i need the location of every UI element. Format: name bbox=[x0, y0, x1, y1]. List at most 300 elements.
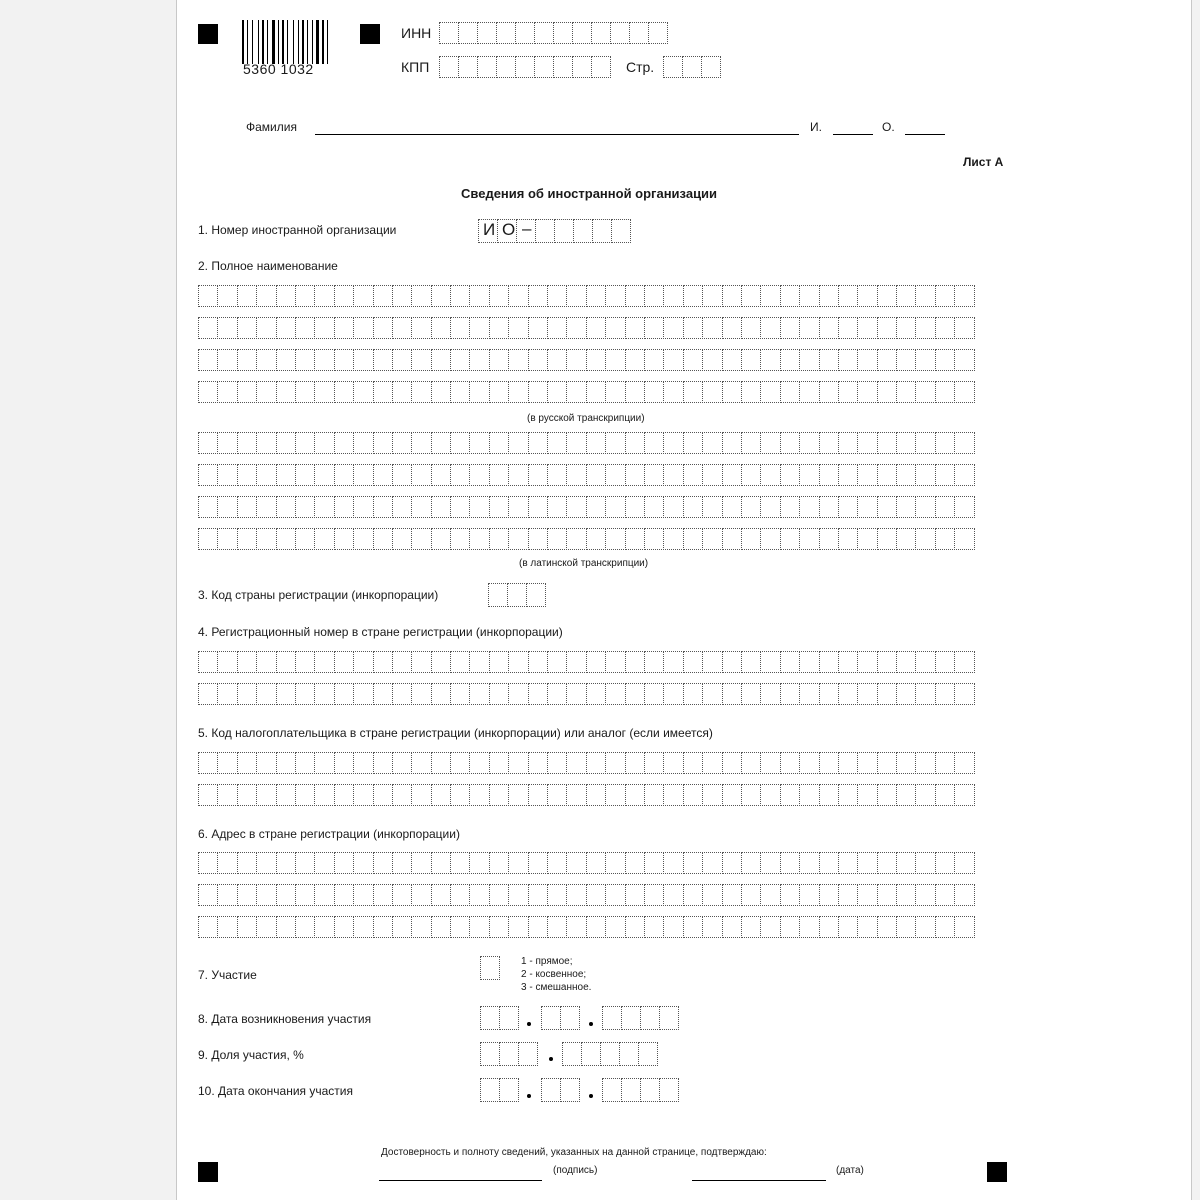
input-cell[interactable] bbox=[373, 683, 393, 705]
input-cell[interactable] bbox=[518, 1042, 538, 1066]
input-cell[interactable] bbox=[857, 651, 877, 673]
country-code-field[interactable] bbox=[488, 583, 545, 607]
input-cell[interactable] bbox=[722, 884, 742, 906]
input-cell[interactable] bbox=[477, 56, 497, 78]
input-cell[interactable] bbox=[625, 381, 645, 403]
input-cell[interactable] bbox=[896, 496, 916, 518]
input-cell[interactable] bbox=[508, 381, 528, 403]
input-cell[interactable] bbox=[896, 784, 916, 806]
input-cell[interactable] bbox=[644, 496, 664, 518]
input-cell[interactable] bbox=[954, 381, 974, 403]
text-row[interactable] bbox=[198, 464, 974, 486]
input-cell[interactable] bbox=[217, 464, 237, 486]
input-cell[interactable] bbox=[741, 784, 761, 806]
input-cell[interactable] bbox=[237, 752, 257, 774]
input-cell[interactable] bbox=[621, 1078, 641, 1102]
input-cell[interactable] bbox=[741, 852, 761, 874]
input-cell[interactable] bbox=[702, 884, 722, 906]
input-cell[interactable] bbox=[528, 381, 548, 403]
input-cell[interactable] bbox=[683, 528, 703, 550]
input-cell[interactable] bbox=[392, 349, 412, 371]
input-cell[interactable] bbox=[314, 381, 334, 403]
participation-type-field[interactable] bbox=[480, 956, 499, 980]
input-cell[interactable] bbox=[489, 528, 509, 550]
input-cell[interactable] bbox=[857, 528, 877, 550]
input-cell[interactable] bbox=[819, 496, 839, 518]
input-cell[interactable] bbox=[508, 349, 528, 371]
start-date-year[interactable] bbox=[602, 1006, 678, 1030]
input-cell[interactable] bbox=[547, 285, 567, 307]
input-cell[interactable] bbox=[572, 22, 592, 44]
input-cell[interactable] bbox=[954, 528, 974, 550]
input-cell[interactable] bbox=[314, 852, 334, 874]
input-cell[interactable] bbox=[450, 528, 470, 550]
input-cell[interactable] bbox=[935, 884, 955, 906]
input-cell[interactable] bbox=[237, 349, 257, 371]
input-cell[interactable] bbox=[819, 784, 839, 806]
input-cell[interactable] bbox=[314, 884, 334, 906]
input-cell[interactable] bbox=[877, 496, 897, 518]
input-cell[interactable] bbox=[896, 884, 916, 906]
input-cell[interactable] bbox=[373, 285, 393, 307]
input-cell[interactable] bbox=[702, 496, 722, 518]
input-cell[interactable] bbox=[411, 683, 431, 705]
input-cell[interactable] bbox=[276, 496, 296, 518]
input-cell[interactable] bbox=[760, 884, 780, 906]
input-cell[interactable] bbox=[857, 784, 877, 806]
input-cell[interactable] bbox=[373, 317, 393, 339]
text-row[interactable] bbox=[198, 884, 974, 906]
input-cell[interactable] bbox=[392, 683, 412, 705]
input-cell[interactable] bbox=[857, 752, 877, 774]
input-cell[interactable] bbox=[560, 1078, 580, 1102]
input-cell[interactable] bbox=[450, 349, 470, 371]
input-cell[interactable] bbox=[605, 784, 625, 806]
input-cell[interactable] bbox=[373, 349, 393, 371]
input-cell[interactable] bbox=[896, 349, 916, 371]
input-cell[interactable] bbox=[935, 496, 955, 518]
input-cell[interactable] bbox=[586, 884, 606, 906]
input-cell[interactable] bbox=[722, 317, 742, 339]
input-cell[interactable] bbox=[373, 651, 393, 673]
input-cell[interactable] bbox=[469, 349, 489, 371]
input-cell[interactable] bbox=[353, 852, 373, 874]
input-cell[interactable] bbox=[217, 884, 237, 906]
input-cell[interactable] bbox=[508, 651, 528, 673]
input-cell[interactable] bbox=[683, 784, 703, 806]
input-cell[interactable] bbox=[954, 683, 974, 705]
input-cell[interactable] bbox=[373, 464, 393, 486]
input-cell[interactable] bbox=[373, 496, 393, 518]
input-cell[interactable] bbox=[915, 683, 935, 705]
input-cell[interactable] bbox=[566, 528, 586, 550]
input-cell[interactable] bbox=[663, 884, 683, 906]
input-cell[interactable] bbox=[935, 651, 955, 673]
input-cell[interactable] bbox=[528, 916, 548, 938]
input-cell[interactable] bbox=[915, 651, 935, 673]
input-cell[interactable] bbox=[431, 916, 451, 938]
input-cell[interactable] bbox=[237, 884, 257, 906]
input-cell[interactable] bbox=[799, 381, 819, 403]
input-cell[interactable] bbox=[566, 349, 586, 371]
input-cell[interactable] bbox=[469, 852, 489, 874]
input-cell[interactable] bbox=[496, 22, 516, 44]
input-cell[interactable] bbox=[741, 683, 761, 705]
input-cell[interactable] bbox=[566, 464, 586, 486]
input-cell[interactable] bbox=[741, 496, 761, 518]
input-cell[interactable] bbox=[683, 464, 703, 486]
input-cell[interactable] bbox=[625, 916, 645, 938]
input-cell[interactable] bbox=[659, 1078, 679, 1102]
input-cell[interactable] bbox=[799, 752, 819, 774]
input-cell[interactable] bbox=[644, 916, 664, 938]
input-cell[interactable] bbox=[760, 464, 780, 486]
input-cell[interactable] bbox=[534, 22, 554, 44]
input-cell[interactable] bbox=[586, 285, 606, 307]
input-cell[interactable] bbox=[799, 464, 819, 486]
input-cell[interactable] bbox=[217, 852, 237, 874]
input-cell[interactable] bbox=[605, 464, 625, 486]
input-cell[interactable] bbox=[528, 683, 548, 705]
input-cell[interactable] bbox=[586, 916, 606, 938]
input-cell[interactable] bbox=[838, 285, 858, 307]
input-cell[interactable] bbox=[760, 317, 780, 339]
input-cell[interactable] bbox=[469, 752, 489, 774]
input-cell[interactable] bbox=[515, 22, 535, 44]
input-cell[interactable] bbox=[276, 528, 296, 550]
input-cell[interactable] bbox=[276, 464, 296, 486]
input-cell[interactable] bbox=[663, 317, 683, 339]
input-cell[interactable] bbox=[799, 784, 819, 806]
input-cell[interactable] bbox=[314, 349, 334, 371]
input-cell[interactable] bbox=[644, 884, 664, 906]
input-cell[interactable] bbox=[392, 852, 412, 874]
input-cell[interactable] bbox=[722, 432, 742, 454]
input-cell[interactable] bbox=[741, 432, 761, 454]
input-cell[interactable] bbox=[722, 528, 742, 550]
input-cell[interactable] bbox=[547, 916, 567, 938]
input-cell[interactable] bbox=[722, 651, 742, 673]
input-cell[interactable] bbox=[566, 317, 586, 339]
input-cell[interactable] bbox=[663, 432, 683, 454]
input-cell[interactable] bbox=[625, 285, 645, 307]
input-cell[interactable] bbox=[722, 381, 742, 403]
input-cell[interactable] bbox=[857, 349, 877, 371]
input-cell[interactable] bbox=[625, 852, 645, 874]
input-cell[interactable] bbox=[896, 752, 916, 774]
input-cell[interactable] bbox=[663, 349, 683, 371]
input-cell[interactable] bbox=[373, 784, 393, 806]
input-cell[interactable] bbox=[198, 651, 218, 673]
input-cell[interactable] bbox=[644, 784, 664, 806]
input-cell[interactable] bbox=[760, 752, 780, 774]
input-cell[interactable] bbox=[586, 317, 606, 339]
end-date-year[interactable] bbox=[602, 1078, 678, 1102]
input-cell[interactable] bbox=[458, 22, 478, 44]
input-cell[interactable] bbox=[663, 651, 683, 673]
input-cell[interactable] bbox=[450, 381, 470, 403]
input-cell[interactable] bbox=[458, 56, 478, 78]
input-cell[interactable] bbox=[566, 432, 586, 454]
input-cell[interactable] bbox=[411, 852, 431, 874]
input-cell[interactable] bbox=[644, 285, 664, 307]
input-cell[interactable] bbox=[256, 784, 276, 806]
input-cell[interactable] bbox=[334, 651, 354, 673]
input-cell[interactable] bbox=[819, 683, 839, 705]
input-cell[interactable] bbox=[411, 528, 431, 550]
input-cell[interactable] bbox=[431, 651, 451, 673]
input-cell[interactable] bbox=[256, 528, 276, 550]
input-cell[interactable] bbox=[528, 496, 548, 518]
input-cell[interactable] bbox=[780, 683, 800, 705]
input-cell[interactable] bbox=[480, 1042, 500, 1066]
input-cell[interactable] bbox=[431, 381, 451, 403]
input-cell[interactable] bbox=[547, 349, 567, 371]
input-cell[interactable] bbox=[411, 916, 431, 938]
input-cell[interactable] bbox=[276, 381, 296, 403]
input-cell[interactable] bbox=[198, 852, 218, 874]
input-cell[interactable] bbox=[314, 683, 334, 705]
input-cell[interactable] bbox=[353, 285, 373, 307]
input-cell[interactable] bbox=[954, 464, 974, 486]
input-cell[interactable] bbox=[625, 884, 645, 906]
input-cell[interactable] bbox=[489, 683, 509, 705]
input-cell[interactable] bbox=[256, 852, 276, 874]
input-cell[interactable] bbox=[663, 496, 683, 518]
input-cell[interactable] bbox=[799, 916, 819, 938]
input-cell[interactable] bbox=[819, 317, 839, 339]
input-cell[interactable] bbox=[217, 651, 237, 673]
input-cell[interactable] bbox=[392, 784, 412, 806]
input-cell[interactable] bbox=[217, 349, 237, 371]
input-cell[interactable] bbox=[217, 285, 237, 307]
input-cell[interactable] bbox=[605, 349, 625, 371]
input-cell[interactable] bbox=[838, 651, 858, 673]
input-cell[interactable] bbox=[741, 884, 761, 906]
input-cell[interactable] bbox=[915, 432, 935, 454]
input-cell[interactable] bbox=[741, 916, 761, 938]
input-cell[interactable] bbox=[198, 784, 218, 806]
input-cell[interactable] bbox=[450, 916, 470, 938]
input-cell[interactable] bbox=[489, 349, 509, 371]
input-cell[interactable] bbox=[198, 285, 218, 307]
input-cell[interactable] bbox=[276, 752, 296, 774]
input-cell[interactable] bbox=[838, 317, 858, 339]
input-cell[interactable] bbox=[605, 496, 625, 518]
input-cell[interactable] bbox=[722, 752, 742, 774]
input-cell[interactable] bbox=[431, 852, 451, 874]
signature-line[interactable] bbox=[379, 1165, 542, 1181]
input-cell[interactable] bbox=[954, 651, 974, 673]
input-cell[interactable] bbox=[392, 381, 412, 403]
input-cell[interactable] bbox=[334, 432, 354, 454]
input-cell[interactable] bbox=[896, 381, 916, 403]
input-cell[interactable] bbox=[480, 956, 500, 980]
input-cell[interactable] bbox=[619, 1042, 639, 1066]
input-cell[interactable] bbox=[541, 1078, 561, 1102]
input-cell[interactable] bbox=[722, 285, 742, 307]
input-cell[interactable] bbox=[489, 752, 509, 774]
input-cell[interactable] bbox=[741, 651, 761, 673]
input-cell[interactable] bbox=[663, 852, 683, 874]
input-cell[interactable] bbox=[838, 464, 858, 486]
input-cell[interactable] bbox=[353, 651, 373, 673]
input-cell[interactable] bbox=[450, 784, 470, 806]
input-cell[interactable] bbox=[217, 528, 237, 550]
input-cell[interactable] bbox=[431, 432, 451, 454]
input-cell[interactable] bbox=[217, 381, 237, 403]
input-cell[interactable] bbox=[586, 349, 606, 371]
input-cell[interactable] bbox=[625, 496, 645, 518]
input-cell[interactable] bbox=[334, 285, 354, 307]
input-cell[interactable] bbox=[411, 651, 431, 673]
input-cell[interactable] bbox=[450, 496, 470, 518]
input-cell[interactable] bbox=[237, 852, 257, 874]
input-cell[interactable] bbox=[702, 317, 722, 339]
input-cell[interactable] bbox=[535, 219, 555, 243]
input-cell[interactable] bbox=[508, 752, 528, 774]
input-cell[interactable] bbox=[877, 752, 897, 774]
input-cell[interactable] bbox=[508, 916, 528, 938]
input-cell[interactable] bbox=[334, 752, 354, 774]
input-cell[interactable] bbox=[954, 884, 974, 906]
input-cell[interactable] bbox=[469, 381, 489, 403]
input-cell[interactable] bbox=[935, 432, 955, 454]
input-cell[interactable] bbox=[644, 464, 664, 486]
input-cell[interactable] bbox=[857, 884, 877, 906]
input-cell[interactable] bbox=[896, 683, 916, 705]
input-cell[interactable] bbox=[411, 464, 431, 486]
input-cell[interactable] bbox=[198, 884, 218, 906]
input-cell[interactable] bbox=[392, 916, 412, 938]
input-cell[interactable] bbox=[644, 381, 664, 403]
input-cell[interactable] bbox=[431, 317, 451, 339]
input-cell[interactable] bbox=[819, 528, 839, 550]
input-cell[interactable] bbox=[663, 381, 683, 403]
input-cell[interactable] bbox=[314, 784, 334, 806]
input-cell[interactable] bbox=[562, 1042, 582, 1066]
input-cell[interactable] bbox=[489, 317, 509, 339]
input-cell[interactable] bbox=[644, 349, 664, 371]
input-cell[interactable] bbox=[838, 432, 858, 454]
input-cell[interactable] bbox=[683, 317, 703, 339]
input-cell[interactable] bbox=[353, 464, 373, 486]
input-cell[interactable] bbox=[469, 884, 489, 906]
input-cell[interactable] bbox=[295, 916, 315, 938]
input-cell[interactable] bbox=[314, 752, 334, 774]
input-cell[interactable] bbox=[411, 752, 431, 774]
input-cell[interactable] bbox=[896, 432, 916, 454]
input-cell[interactable] bbox=[256, 752, 276, 774]
input-cell[interactable] bbox=[480, 1006, 500, 1030]
text-row[interactable] bbox=[198, 349, 974, 371]
input-cell[interactable] bbox=[683, 916, 703, 938]
input-cell[interactable] bbox=[760, 784, 780, 806]
input-cell[interactable] bbox=[353, 381, 373, 403]
input-cell[interactable] bbox=[799, 496, 819, 518]
input-cell[interactable] bbox=[334, 852, 354, 874]
input-cell[interactable] bbox=[528, 464, 548, 486]
text-row[interactable] bbox=[198, 528, 974, 550]
input-cell[interactable] bbox=[450, 884, 470, 906]
input-cell[interactable] bbox=[838, 752, 858, 774]
input-cell[interactable] bbox=[586, 496, 606, 518]
input-cell[interactable] bbox=[566, 285, 586, 307]
text-row[interactable] bbox=[198, 852, 974, 874]
text-row[interactable] bbox=[198, 651, 974, 673]
input-cell[interactable] bbox=[237, 464, 257, 486]
input-cell[interactable] bbox=[722, 784, 742, 806]
input-cell[interactable] bbox=[295, 285, 315, 307]
input-cell[interactable] bbox=[431, 285, 451, 307]
input-cell[interactable] bbox=[431, 496, 451, 518]
input-cell[interactable] bbox=[780, 916, 800, 938]
input-cell[interactable] bbox=[547, 432, 567, 454]
input-cell[interactable] bbox=[411, 432, 431, 454]
input-cell[interactable] bbox=[663, 528, 683, 550]
input-cell[interactable] bbox=[528, 432, 548, 454]
input-cell[interactable] bbox=[528, 651, 548, 673]
input-cell[interactable] bbox=[780, 752, 800, 774]
input-cell[interactable] bbox=[469, 496, 489, 518]
input-cell[interactable] bbox=[586, 432, 606, 454]
input-cell[interactable] bbox=[217, 317, 237, 339]
text-row[interactable] bbox=[198, 916, 974, 938]
input-cell[interactable] bbox=[819, 651, 839, 673]
text-row[interactable] bbox=[198, 752, 974, 774]
input-cell[interactable] bbox=[640, 1078, 660, 1102]
input-cell[interactable] bbox=[954, 916, 974, 938]
input-cell[interactable] bbox=[877, 285, 897, 307]
input-cell[interactable] bbox=[217, 752, 237, 774]
input-cell[interactable] bbox=[896, 528, 916, 550]
input-cell[interactable] bbox=[760, 916, 780, 938]
input-cell[interactable] bbox=[644, 852, 664, 874]
input-cell[interactable] bbox=[489, 381, 509, 403]
input-cell[interactable] bbox=[373, 432, 393, 454]
input-cell[interactable] bbox=[353, 496, 373, 518]
input-cell[interactable] bbox=[276, 432, 296, 454]
input-cell[interactable] bbox=[256, 884, 276, 906]
input-cell[interactable] bbox=[547, 784, 567, 806]
input-cell[interactable] bbox=[663, 683, 683, 705]
initial-o-line[interactable] bbox=[905, 120, 945, 135]
input-cell[interactable] bbox=[780, 852, 800, 874]
input-cell[interactable] bbox=[314, 651, 334, 673]
input-cell[interactable] bbox=[701, 56, 721, 78]
input-cell[interactable] bbox=[915, 916, 935, 938]
inn-field[interactable] bbox=[439, 22, 667, 44]
input-cell[interactable] bbox=[411, 884, 431, 906]
input-cell[interactable] bbox=[469, 464, 489, 486]
input-cell[interactable] bbox=[625, 528, 645, 550]
input-cell[interactable] bbox=[741, 349, 761, 371]
input-cell[interactable] bbox=[663, 752, 683, 774]
input-cell[interactable] bbox=[683, 651, 703, 673]
input-cell[interactable] bbox=[819, 852, 839, 874]
input-cell[interactable] bbox=[896, 852, 916, 874]
input-cell[interactable] bbox=[780, 496, 800, 518]
input-cell[interactable] bbox=[489, 651, 509, 673]
input-cell[interactable] bbox=[276, 884, 296, 906]
input-cell[interactable] bbox=[450, 432, 470, 454]
input-cell[interactable] bbox=[683, 496, 703, 518]
input-cell[interactable] bbox=[915, 784, 935, 806]
input-cell[interactable] bbox=[935, 381, 955, 403]
input-cell[interactable] bbox=[566, 852, 586, 874]
input-cell[interactable] bbox=[489, 464, 509, 486]
input-cell[interactable] bbox=[508, 432, 528, 454]
